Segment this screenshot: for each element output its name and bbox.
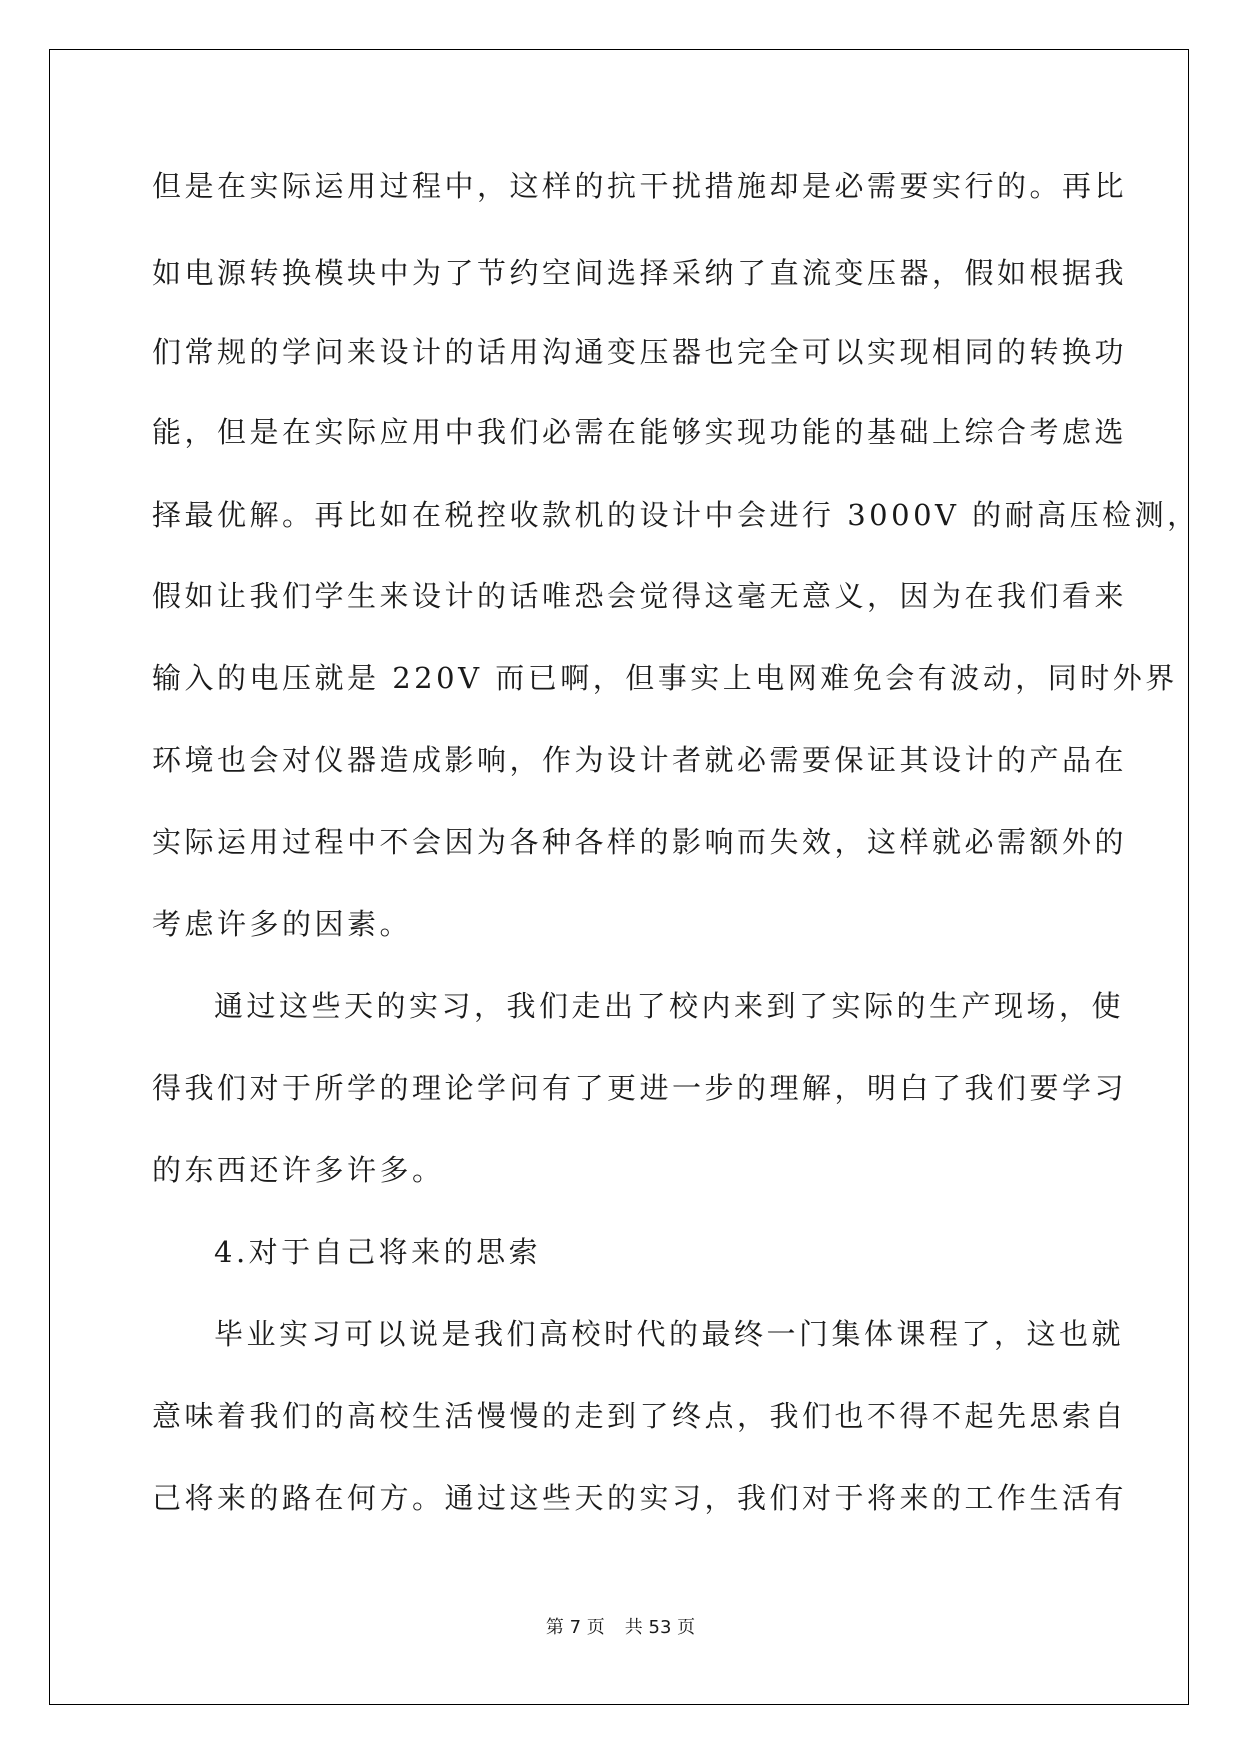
text-line-indented: 毕业实习可以说是我们高校时代的最终一门集体课程了，这也就 — [214, 1317, 1125, 1351]
page-total: 共 53 页 — [624, 1617, 696, 1638]
text-line: 假如让我们学生来设计的话唯恐会觉得这毫无意义，因为在我们看来 — [152, 579, 1128, 613]
text-line: 得我们对于所学的理论学问有了更进一步的理解，明白了我们要学习 — [152, 1071, 1128, 1105]
text-line: 但是在实际运用过程中，这样的抗干扰措施却是必需要实行的。再比 — [152, 169, 1128, 203]
text-line: 如电源转换模块中为了节约空间选择采纳了直流变压器，假如根据我 — [152, 256, 1128, 290]
page-border — [49, 49, 1189, 1705]
section-heading: 4.对于自己将来的思索 — [214, 1235, 542, 1269]
text-line: 能，但是在实际应用中我们必需在能够实现功能的基础上综合考虑选 — [152, 415, 1128, 449]
text-line: 择最优解。再比如在税控收款机的设计中会进行 3000V 的耐高压检测， — [152, 498, 1200, 532]
text-line: 意味着我们的高校生活慢慢的走到了终点，我们也不得不起先思索自 — [152, 1399, 1128, 1433]
text-line: 输入的电压就是 220V 而已啊，但事实上电网难免会有波动，同时外界 — [152, 661, 1178, 695]
text-line: 实际运用过程中不会因为各种各样的影响而失效，这样就必需额外的 — [152, 825, 1128, 859]
text-line: 们常规的学问来设计的话用沟通变压器也完全可以实现相同的转换功 — [152, 335, 1128, 369]
text-line: 环境也会对仪器造成影响，作为设计者就必需要保证其设计的产品在 — [152, 743, 1128, 777]
text-line-indented: 通过这些天的实习，我们走出了校内来到了实际的生产现场，使 — [214, 989, 1125, 1023]
text-line: 考虑许多的因素。 — [152, 907, 413, 941]
page-number: 第 7 页 — [545, 1617, 605, 1638]
text-line: 己将来的路在何方。通过这些天的实习，我们对于将来的工作生活有 — [152, 1481, 1128, 1515]
text-line: 的东西还许多许多。 — [152, 1153, 445, 1187]
page-footer — [0, 1616, 1241, 1640]
